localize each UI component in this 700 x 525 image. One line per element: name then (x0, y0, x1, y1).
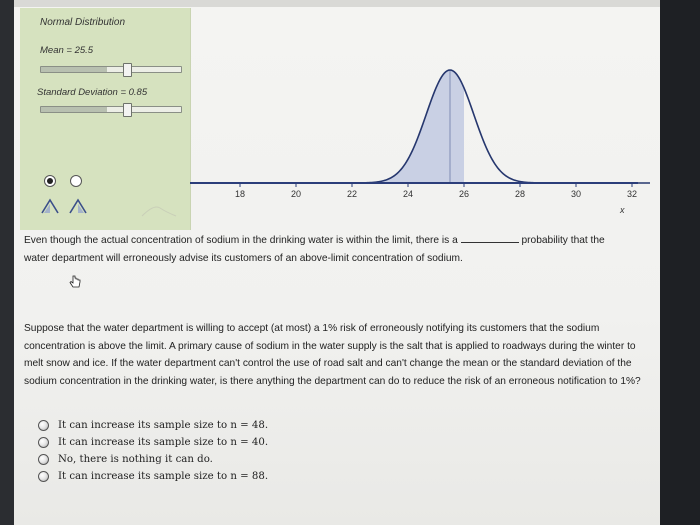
sd-label: Standard Deviation = 0.85 (37, 87, 148, 98)
mean-slider[interactable] (40, 66, 182, 73)
applet-control-panel (20, 8, 191, 230)
x-tick-label: 30 (570, 189, 582, 199)
sd-slider[interactable] (40, 106, 182, 113)
top-bar (14, 0, 660, 7)
mean-label: Mean = 25.5 (40, 45, 94, 56)
shaded-probability-region (190, 70, 464, 183)
q1-answer-blank[interactable] (461, 232, 519, 243)
x-tick-label: 32 (626, 189, 638, 199)
question-1 (24, 232, 624, 267)
x-tick-label: 20 (290, 189, 302, 199)
option-radio[interactable] (38, 437, 49, 448)
x-tick-label: 28 (514, 189, 526, 199)
x-tick-label: 18 (234, 189, 246, 199)
x-tick-label: 24 (402, 189, 414, 199)
question-2-text: Suppose that the water department is willing to accept (at most) a 1% risk of erroneously notifying its customers that the sodium concentration is above the limit. A primary cause of sodium in the water supply is the salt that is applied to roadways during the winter to melt snow and ice. If the water department can't control the use of road salt and can't change the mean or the standard deviation of the sodium concentration in the drinking water, is there anything the department can do to reduce the risk of an erroneous notification to 1%? (24, 323, 641, 387)
x-tick-label: 26 (458, 189, 470, 199)
q1-text-after: probability that the water department will erroneously advise its customers of an above-limit concentration of sodium. (24, 235, 605, 264)
sd-slider-thumb[interactable] (123, 103, 132, 117)
option-label: It can increase its sample size to n = 88. (58, 471, 269, 482)
option-label: No, there is nothing it can do. (58, 454, 213, 465)
faint-curve-icon (140, 200, 180, 220)
option-label: It can increase its sample size to n = 48. (58, 420, 269, 431)
pointer-hand-icon (68, 275, 82, 289)
radio-left-tail[interactable] (44, 175, 56, 187)
x-axis-label: x (620, 205, 625, 215)
mean-slider-thumb[interactable] (123, 63, 132, 77)
q1-text-before: Even though the actual concentration of sodium in the drinking water is within the limit, there is a (24, 235, 458, 246)
tail-icons (40, 194, 100, 216)
background-right (660, 0, 700, 525)
option-radio[interactable] (38, 454, 49, 465)
option-radio[interactable] (38, 471, 49, 482)
option-radio[interactable] (38, 420, 49, 431)
applet-title: Normal Distribution (40, 17, 126, 28)
normal-distribution-chart (190, 8, 650, 220)
option-label: It can increase its sample size to n = 40. (58, 437, 269, 448)
x-tick-label: 22 (346, 189, 358, 199)
radio-right-tail[interactable] (70, 175, 82, 187)
